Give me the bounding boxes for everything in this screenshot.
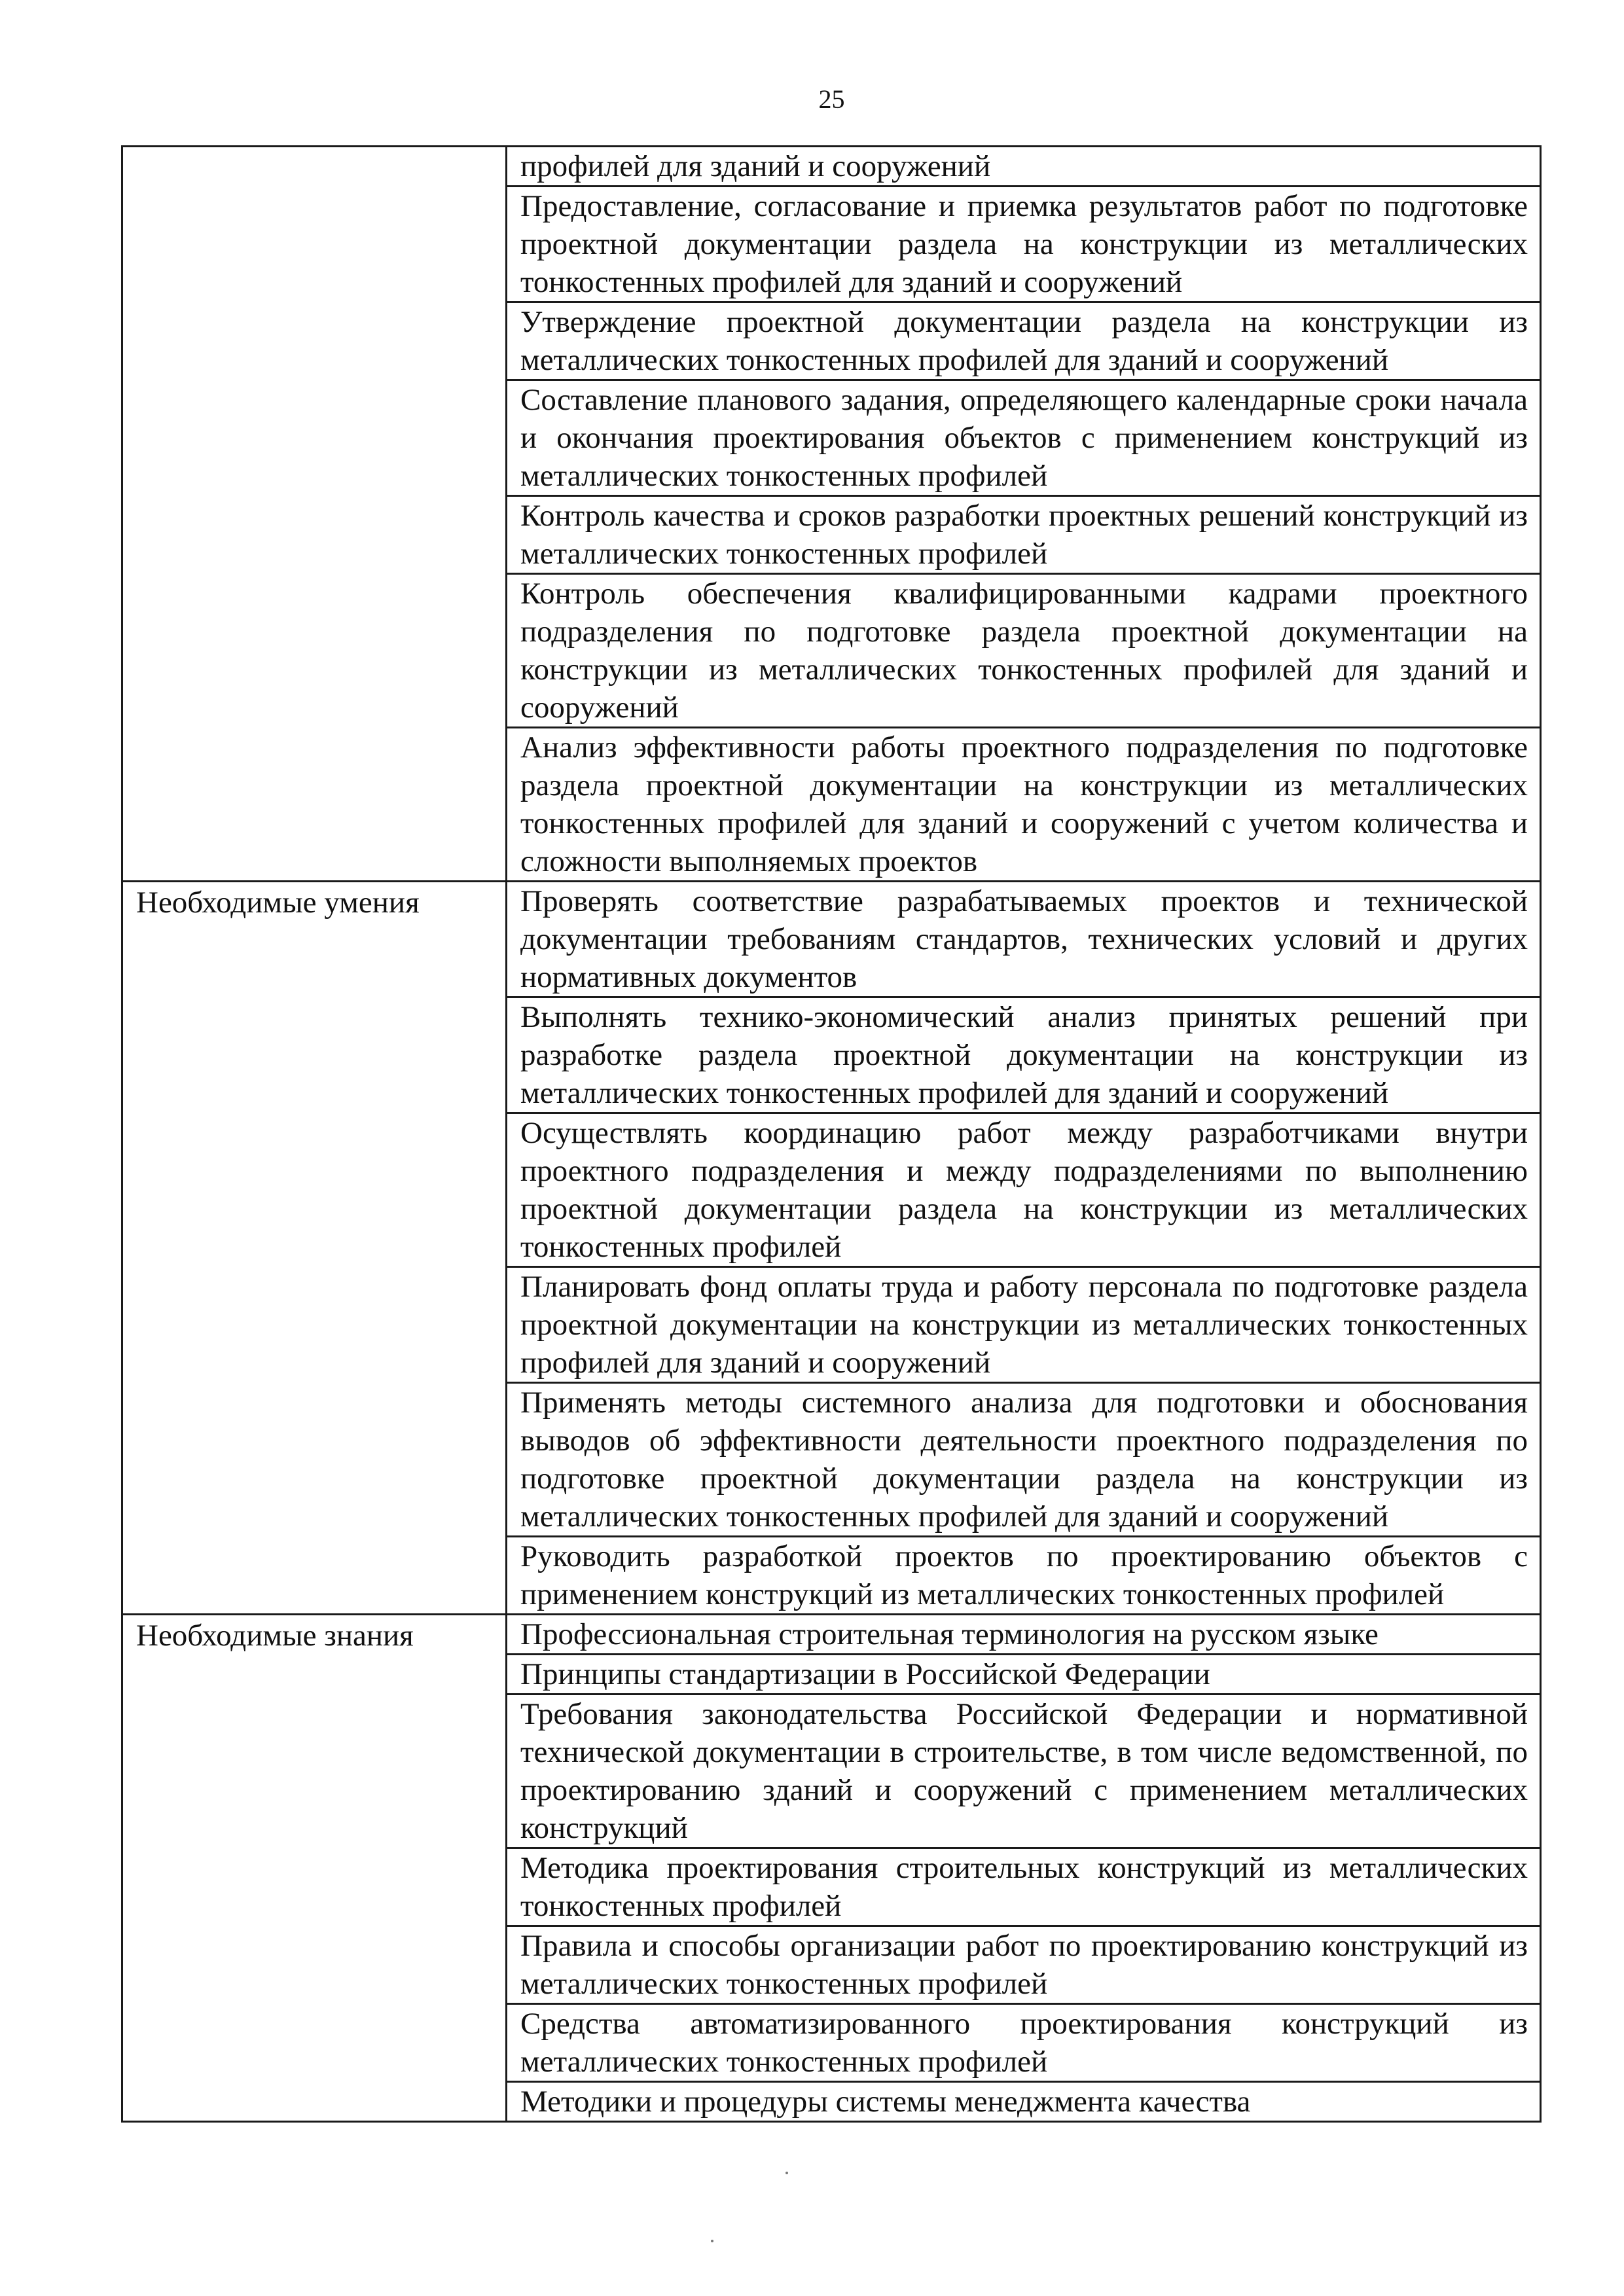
scan-speck: [711, 2240, 713, 2242]
list-item: профилей для зданий и сооружений: [520, 149, 991, 183]
list-item: Анализ эффективности работы проектного подразделения по подготовке раздела проектной документации на конструкции из металлических тонкостенных профилей для зданий и сооружений с учетом количества и сложности выполняемых проектов: [507, 726, 1540, 880]
row-content: [507, 1615, 1541, 2122]
list-item: Утверждение проектной документации раздела на конструкции из металлических тонкостенных профилей для зданий и сооружений: [507, 301, 1540, 379]
row-label: Необходимые умения: [122, 882, 507, 1615]
list-item: Принципы стандартизации в Российской Федерации: [507, 1653, 1540, 1693]
competency-table: [121, 145, 1542, 2123]
list-item: Планировать фонд оплаты труда и работу персонала по подготовке раздела проектной документации на конструкции из металлических тонкостенных профилей для зданий и сооружений: [507, 1266, 1540, 1382]
list-item: Контроль качества и сроков разработки проектных решений конструкций из металлических тонкостенных профилей: [507, 495, 1540, 573]
list-item: Выполнять технико-экономический анализ принятых решений при разработке раздела проектной документации на конструкции из металлических тонкостенных профилей для зданий и сооружений: [507, 996, 1540, 1112]
list-item: Осуществлять координацию работ между разработчиками внутри проектного подразделения и между подразделениями по выполнению проектной документации раздела на конструкции из металлических тонкостенных профилей: [507, 1112, 1540, 1266]
list-item: Проверять соответствие разрабатываемых проектов и технической документации требованиям стандартов, технических условий и других нормативных документов: [520, 884, 1528, 994]
table-row-labour-actions: [122, 147, 1541, 882]
list-item: Составление планового задания, определяющего календарные сроки начала и окончания проектирования объектов с применением конструкций из металлических тонкостенных профилей: [507, 379, 1540, 495]
list-item: Правила и способы организации работ по проектированию конструкций из металлических тонкостенных профилей: [507, 1925, 1540, 2003]
list-item: Средства автоматизированного проектирования конструкций из металлических тонкостенных профилей: [507, 2003, 1540, 2081]
row-content: [507, 882, 1541, 1615]
list-item: Профессиональная строительная терминология на русском языке: [520, 1617, 1379, 1651]
list-item: Предоставление, согласование и приемка результатов работ по подготовке проектной документации раздела на конструкции из металлических тонкостенных профилей для зданий и сооружений: [507, 185, 1540, 301]
list-item: Контроль обеспечения квалифицированными кадрами проектного подразделения по подготовке раздела проектной документации на конструкции из металлических тонкостенных профилей для зданий и сооружений: [507, 573, 1540, 726]
list-item: Руководить разработкой проектов по проектированию объектов с применением конструкций из металлических тонкостенных профилей: [507, 1535, 1540, 1613]
list-item: Требования законодательства Российской Федерации и нормативной технической документации в строительстве, в том числе ведомственной, по проектированию зданий и сооружений с применением металлических конструкций: [507, 1693, 1540, 1847]
table-row-required-knowledge: [122, 1615, 1541, 2122]
row-label: [122, 147, 507, 882]
list-item: Методика проектирования строительных конструкций из металлических тонкостенных профилей: [507, 1847, 1540, 1925]
row-content: [507, 147, 1541, 882]
list-item: Применять методы системного анализа для подготовки и обоснования выводов об эффективности деятельности проектного подразделения по подготовке проектной документации раздела на конструкции из металлических тонкостенных профилей для зданий и сооружений: [507, 1382, 1540, 1535]
page-number: 25: [818, 84, 845, 114]
scan-speck: [785, 2172, 788, 2174]
table-row-required-skills: [122, 882, 1541, 1615]
row-label: Необходимые знания: [122, 1615, 507, 2122]
list-item: Методики и процедуры системы менеджмента качества: [507, 2081, 1540, 2121]
